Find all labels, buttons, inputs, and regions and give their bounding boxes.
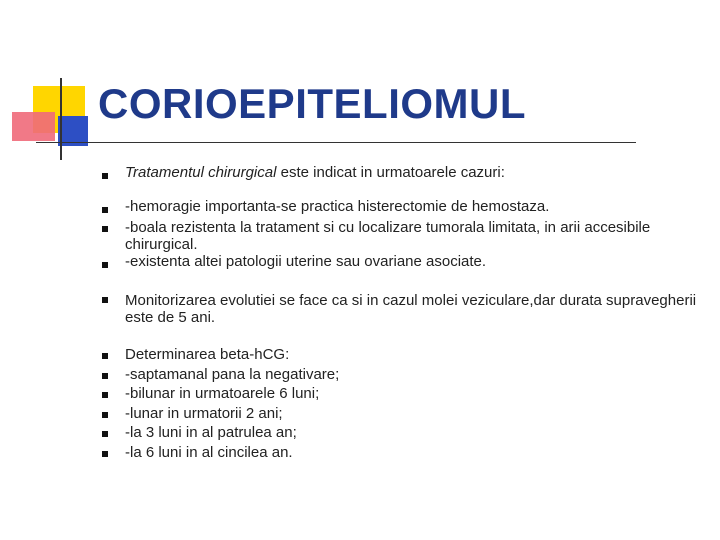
bullet-text: -bilunar in urmatoarele 6 luni;: [125, 385, 320, 402]
bullet-marker: [102, 451, 108, 457]
bullet-marker: [102, 173, 108, 179]
bullet-text: -saptamanal pana la negativare;: [125, 366, 340, 383]
bullet-text: -boala rezistenta la tratament si cu localizare tumorala limitata, in arii accesibile chirurgical.: [125, 219, 651, 253]
bullet-marker: [102, 207, 108, 213]
bullet-marker: [102, 262, 108, 268]
bullet-text: -hemoragie importanta-se practica histerectomie de hemostaza.: [125, 198, 550, 215]
bullet-marker: [102, 226, 108, 232]
bullet-marker: [102, 373, 108, 379]
bullet-italic-text: Tratamentul chirurgical: [125, 164, 277, 181]
bullet-marker: [102, 431, 108, 437]
bullet-text: Monitorizarea evolutiei se face ca si in cazul molei veziculare,dar durata supravegherii este de 5 ani.: [125, 292, 697, 326]
bullet-marker: [102, 392, 108, 398]
bullet-marker: [102, 353, 108, 359]
bullet-marker: [102, 297, 108, 303]
slide-title: CORIOEPITELIOMUL: [98, 80, 526, 127]
bullet-text: [125, 164, 700, 181]
bullet-text: -la 3 luni in al patrulea an;: [125, 424, 297, 441]
bullet-text: -existenta altei patologii uterine sau ovariane asociate.: [125, 253, 487, 270]
bullet-text: -la 6 luni in al cincilea an.: [125, 444, 293, 461]
bullet-rest-text: este indicat in urmatoarele cazuri:: [276, 164, 505, 181]
bullet-marker: [102, 412, 108, 418]
bullet-text: -lunar in urmatorii 2 ani;: [125, 405, 283, 422]
bullet-text: Determinarea beta-hCG:: [125, 346, 290, 363]
